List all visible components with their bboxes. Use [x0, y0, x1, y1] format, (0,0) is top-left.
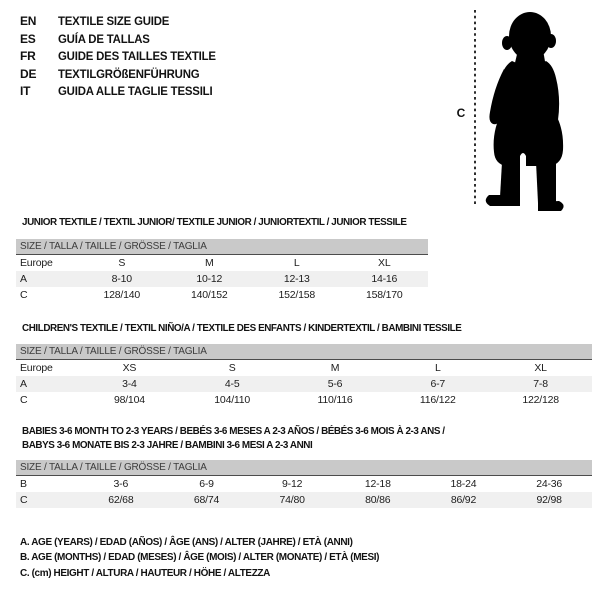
table-row-age [16, 376, 592, 392]
lang-code: DE [20, 66, 37, 81]
row-label: Europe [20, 362, 53, 374]
cell: 104/110 [214, 394, 251, 406]
cell: 110/116 [317, 394, 353, 406]
cell: XL [534, 362, 547, 374]
lang-row-es [20, 31, 224, 49]
baby-silhouette-shape [486, 12, 564, 211]
cell: 3-4 [78, 376, 181, 392]
size-header-bar [16, 460, 592, 476]
lang-title: GUIDA ALLE TAGLIE TESSILI [58, 84, 213, 98]
cell: L [293, 257, 300, 269]
cell: 12-13 [253, 271, 341, 287]
lang-title: TEXTILE SIZE GUIDE [58, 14, 170, 28]
cell: 24-36 [536, 478, 563, 490]
lang-title: GUÍA DE TALLAS [58, 31, 150, 46]
cell: 14-16 [341, 271, 429, 287]
size-header-label: SIZE / TALLA / TAILLE / GRÖSSE / TAGLIA [20, 241, 207, 252]
children-table [16, 360, 592, 408]
babies-table [16, 476, 592, 508]
cell: 6-7 [386, 376, 489, 392]
table-row-height [16, 287, 428, 303]
cell: 7-8 [489, 376, 592, 392]
cell: 86/92 [421, 492, 507, 508]
cell: 3-6 [113, 478, 129, 490]
cell: 122/128 [522, 394, 559, 406]
junior-table [16, 255, 428, 303]
row-label: A [16, 271, 78, 287]
table-row-age [16, 271, 428, 287]
cell: L [434, 362, 441, 374]
row-label: B [20, 478, 27, 490]
babies-size-table [16, 460, 592, 508]
table-row-age-months [16, 476, 592, 492]
cell: 12-18 [364, 478, 391, 490]
cell: 92/98 [506, 492, 592, 508]
cell: 9-12 [282, 478, 303, 490]
cell: 80/86 [335, 492, 421, 508]
cell: M [204, 257, 214, 269]
table-row-height [16, 392, 592, 408]
cell: 68/74 [164, 492, 250, 508]
cell: 5-6 [284, 376, 387, 392]
table-row-height [16, 492, 592, 508]
cell: 98/104 [113, 394, 145, 406]
lang-row-de [20, 66, 224, 84]
lang-code: FR [20, 49, 36, 63]
size-header-bar [16, 239, 428, 255]
cell: 152/158 [278, 289, 316, 301]
cell: 128/140 [103, 289, 141, 301]
lang-row-en [20, 13, 224, 31]
cell: 18-24 [450, 478, 477, 490]
lang-row-it [20, 83, 224, 101]
cell: XL [378, 257, 391, 269]
lang-code: EN [20, 14, 37, 28]
baby-silhouette-icon [450, 4, 595, 216]
cell: M [330, 362, 340, 374]
lang-code: IT [20, 84, 31, 98]
size-header-label: SIZE / TALLA / TAILLE / GRÖSSE / TAGLIA [20, 346, 207, 357]
lang-title: TEXTILGRÖßENFÜHRUNG [58, 66, 200, 81]
language-title-block [20, 13, 224, 101]
height-measure-label: C [456, 106, 466, 120]
lang-title: GUIDE DES TAILLES TEXTILE [58, 49, 216, 63]
children-section-title: CHILDREN'S TEXTILE / TEXTIL NIÑO/A / TEXTILE DES ENFANTS / KINDERTEXTIL / BAMBINI TESSILE [22, 322, 462, 334]
cell: S [118, 257, 126, 269]
lang-row-fr [20, 48, 224, 66]
babies-section-title-line1: BABIES 3-6 MONTH TO 2-3 YEARS / BEBÉS 3-6 MESES A 2-3 AÑOS / BÉBÉS 3-6 MOIS À 2-3 ANS / [22, 425, 445, 437]
footnote-c: C. (cm) HEIGHT / ALTURA / HAUTEUR / HÖHE / ALTEZZA [20, 566, 270, 579]
footnote-a: A. AGE (YEARS) / EDAD (AÑOS) / ÂGE (ANS) / ALTER (JAHRE) / ETÀ (ANNI) [20, 536, 353, 548]
cell: 116/122 [419, 394, 456, 406]
row-label: C [20, 394, 28, 406]
cell: 10-12 [166, 271, 254, 287]
cell: 74/80 [249, 492, 335, 508]
row-label: Europe [20, 257, 53, 269]
table-row-europe [16, 360, 592, 376]
row-label: A [16, 376, 78, 392]
cell: 4-5 [181, 376, 284, 392]
footnote-block [20, 535, 398, 581]
cell: 6-9 [199, 478, 214, 490]
cell: 8-10 [78, 271, 166, 287]
size-header-bar [16, 344, 592, 360]
cell: XS [122, 362, 137, 374]
table-row-europe [16, 255, 428, 271]
lang-code: ES [20, 31, 36, 46]
cell: 140/152 [190, 289, 228, 301]
row-label: C [16, 492, 78, 508]
cell: 158/170 [365, 289, 403, 301]
row-label: C [20, 289, 28, 301]
junior-section-title: JUNIOR TEXTILE / TEXTIL JUNIOR/ TEXTILE JUNIOR / JUNIORTEXTIL / JUNIOR TESSILE [22, 216, 407, 228]
junior-size-table [16, 239, 428, 303]
children-size-table [16, 344, 592, 408]
footnote-b: B. AGE (MONTHS) / EDAD (MESES) / ÂGE (MOIS) / ALTER (MONATE) / ETÀ (MESI) [20, 551, 380, 564]
cell: S [228, 362, 236, 374]
babies-section-title-line2: BABYS 3-6 MONATE BIS 2-3 JAHRE / BAMBINI 3-6 MESI A 2-3 ANNI [22, 439, 313, 451]
size-header-label: SIZE / TALLA / TAILLE / GRÖSSE / TAGLIA [20, 462, 207, 473]
cell: 62/68 [78, 492, 164, 508]
